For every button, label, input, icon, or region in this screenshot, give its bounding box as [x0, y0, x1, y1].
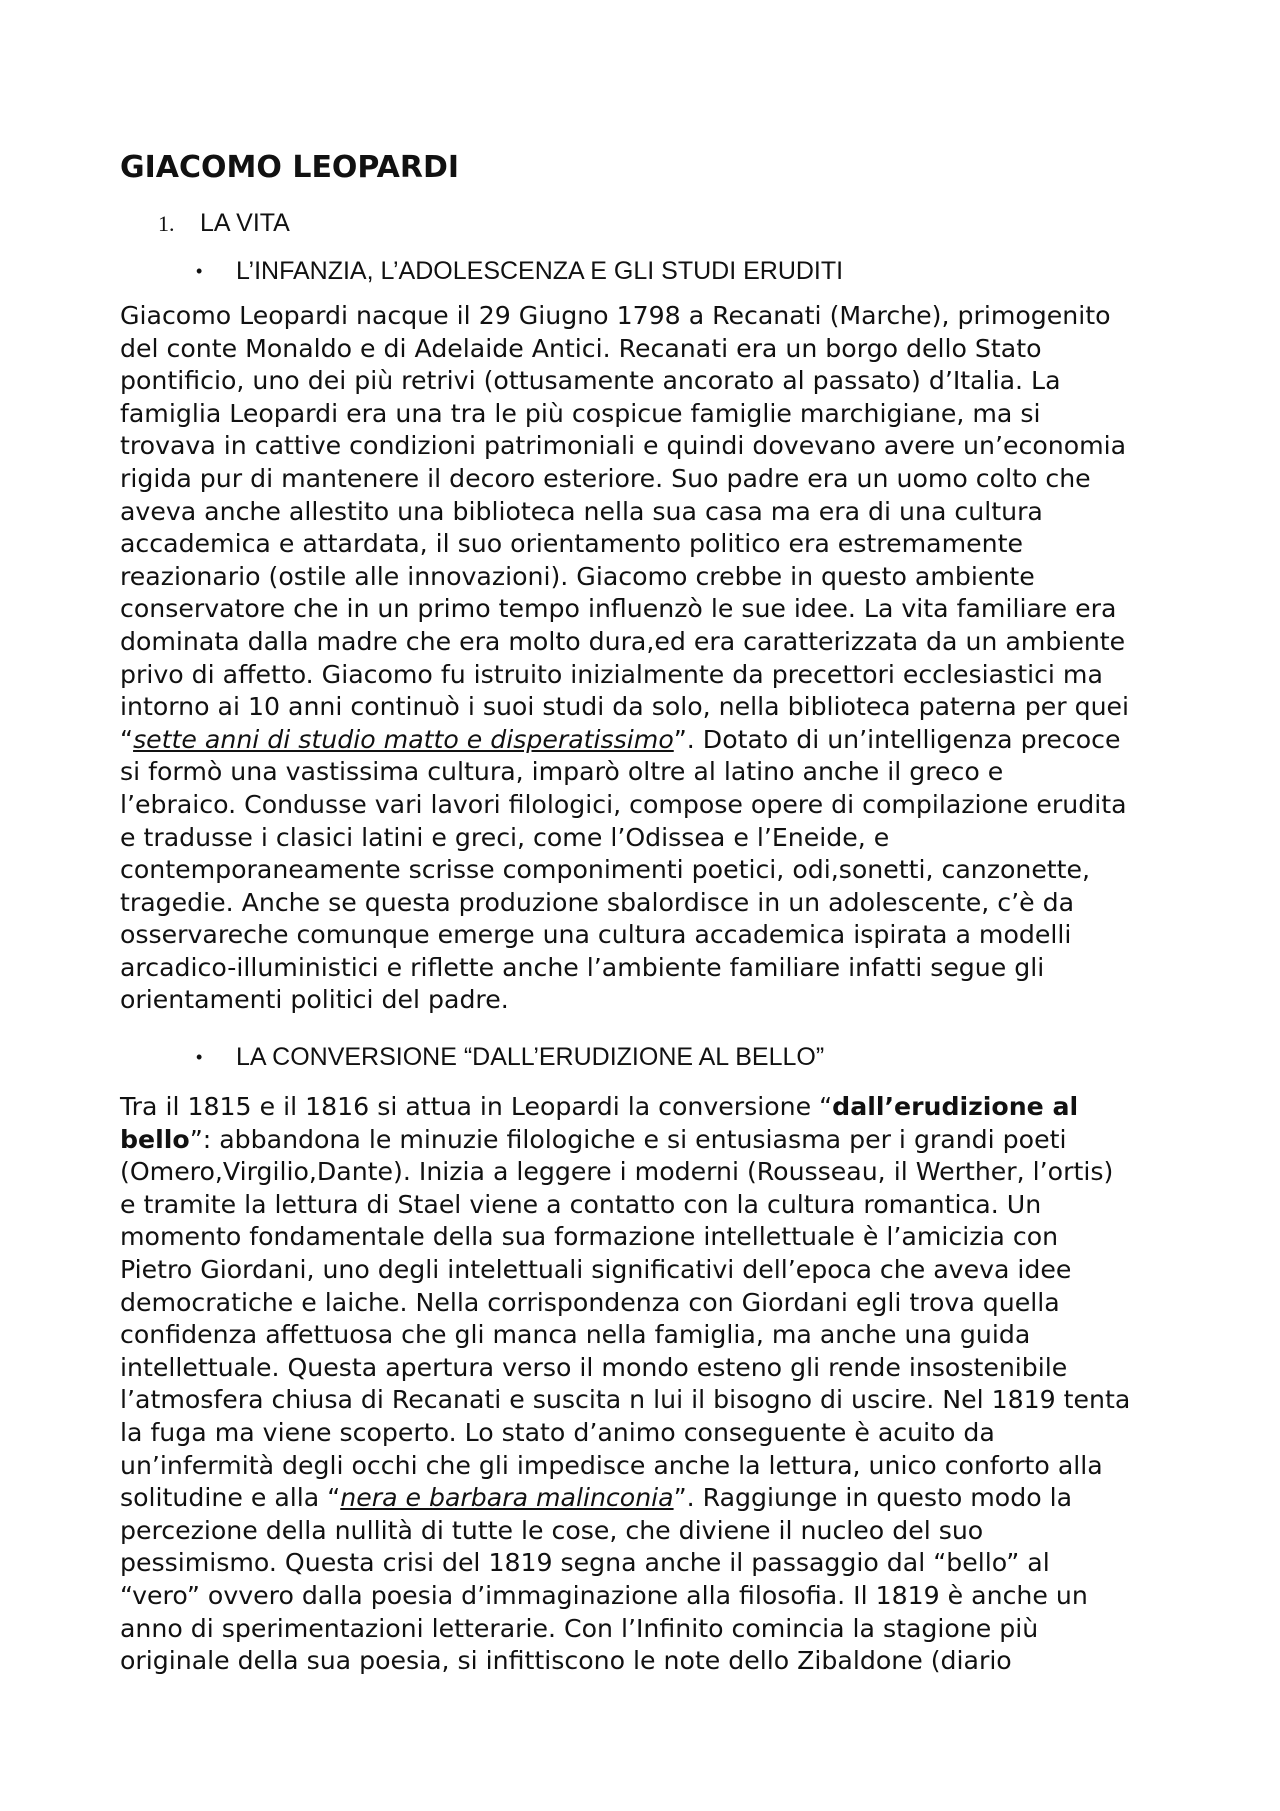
text-run: ”: abbandona le minuzie filologiche e si entusiasma per i grandi poeti — [189, 1124, 1067, 1154]
text-line: si formò una vastissima cultura, imparò oltre al latino anche il greco e — [120, 757, 1004, 787]
text-line: “vero” ovvero dalla poesia d’immaginazione alla filosofia. Il 1819 è anche un — [120, 1580, 1088, 1610]
text-line: accademica e attardata, il suo orientamento politico era estremamente — [120, 529, 1023, 559]
text-line: Giacomo Leopardi nacque il 29 Giugno 1798 a Recanati (Marche), primogenito — [120, 301, 1111, 330]
citation-quote: nera e barbara malinconia — [340, 1483, 674, 1513]
text-line: percezione della nullità di tutte le cose, che diviene il nucleo del suo — [120, 1515, 984, 1545]
text-line: arcadico-illuministici e riflette anche l’ambiente familiare infatti segue gli — [120, 952, 1045, 982]
text-line: trovava in cattive condizioni patrimoniali e quindi dovevano avere un’economia — [120, 431, 1127, 461]
bold-phrase: dall’erudizione al — [832, 1092, 1079, 1121]
text-line: conservatore che in un primo tempo influenzò le sue idee. La vita familiare era — [120, 594, 1117, 624]
subsection-label: L’INFANZIA, L’ADOLESCENZA E GLI STUDI ERUDITI — [236, 257, 844, 285]
paragraph-infanzia — [120, 300, 1180, 1017]
text-run: ”. Dotato di un’intelligenza precoce — [673, 724, 1121, 754]
document-title: GIACOMO LEOPARDI — [120, 150, 460, 185]
text-line — [120, 1482, 1180, 1515]
text-line: l’ebraico. Condusse vari lavori filologici, compose opere di compilazione erudita — [120, 789, 1127, 819]
text-line: intorno ai 10 anni continuò i suoi studi da solo, nella biblioteca paterna per quei — [120, 692, 1130, 722]
paragraph-conversione — [120, 1091, 1180, 1678]
section-heading-la-vita — [158, 206, 290, 241]
text-line: pessimismo. Questa crisi del 1819 segna anche il passaggio dal “bello” al — [120, 1548, 1050, 1578]
text-line: e tradusse i clasici latini e greci, come l’Odissea e l’Eneide, e — [120, 822, 890, 852]
text-line: intellettuale. Questa apertura verso il mondo esteno gli rende insostenibile — [120, 1352, 1068, 1382]
text-line — [120, 1124, 1180, 1157]
text-line: reazionario (ostile alle innovazioni). Giacomo crebbe in questo ambiente — [120, 561, 1035, 591]
text-line: del conte Monaldo e di Adelaide Antici. Recanati era un borgo dello Stato — [120, 333, 1042, 363]
text-line: originale della sua poesia, si infittiscono le note dello Zibaldone (diario — [120, 1646, 1012, 1676]
text-line: famiglia Leopardi era una tra le più cospicue famiglie marchigiane, ma si — [120, 398, 1041, 428]
quote-open: “ — [120, 724, 134, 754]
text-line: orientamenti politici del padre. — [120, 985, 509, 1015]
text-line: contemporaneamente scrisse componimenti poetici, odi,sonetti, canzonette, — [120, 855, 1091, 885]
text-line: aveva anche allestito una biblioteca nella sua casa ma era di una cultura — [120, 496, 1043, 526]
text-line: anno di sperimentazioni letterarie. Con l’Infinito comincia la stagione più — [120, 1613, 1039, 1643]
text-line: dominata dalla madre che era molto dura,ed era caratterizzata da un ambiente — [120, 626, 1126, 656]
subsection-heading-conversione — [196, 1040, 824, 1074]
subsection-heading-infanzia — [196, 254, 843, 288]
text-line: democratiche e laiche. Nella corrispondenza con Giordani egli trova quella — [120, 1287, 1060, 1317]
section-label: LA VITA — [200, 209, 290, 237]
text-run: Tra il 1815 e il 1816 si attua in Leopardi la conversione “ — [120, 1092, 833, 1121]
text-line: privo di affetto. Giacomo fu istruito inizialmente da precettori ecclesiastici ma — [120, 659, 1103, 689]
bullet-icon: • — [196, 1047, 203, 1067]
citation-quote: sette anni di studio matto e disperatissimo — [133, 724, 674, 754]
text-line: osservareche comunque emerge una cultura accademica ispirata a modelli — [120, 920, 1072, 950]
section-number: 1. — [158, 211, 175, 236]
text-line: confidenza affettuosa che gli manca nella famiglia, ma anche una guida — [120, 1320, 1031, 1350]
text-line: rigida pur di mantenere il decoro esteriore. Suo padre era un uomo colto che — [120, 463, 1091, 493]
subsection-label: LA CONVERSIONE “DALL’ERUDIZIONE AL BELLO” — [236, 1043, 825, 1071]
text-line: e tramite la lettura di Stael viene a contatto con la cultura romantica. Un — [120, 1189, 1042, 1219]
text-line: pontificio, uno dei più retrivi (ottusamente ancorato al passato) d’Italia. La — [120, 366, 1061, 396]
text-line: l’atmosfera chiusa di Recanati e suscita n lui il bisogno di uscire. Nel 1819 tenta — [120, 1385, 1131, 1415]
text-line: tragedie. Anche se questa produzione sbalordisce in un adolescente, c’è da — [120, 887, 1075, 917]
text-line: un’infermità degli occhi che gli impedisce anche la lettura, unico conforto alla — [120, 1450, 1103, 1480]
text-line: momento fondamentale della sua formazione intellettuale è l’amicizia con — [120, 1222, 1059, 1252]
text-line — [120, 724, 1180, 757]
text-line: (Omero,Virgilio,Dante). Inizia a leggere i moderni (Rousseau, il Werther, l’ortis) — [120, 1157, 1114, 1187]
text-line: Pietro Giordani, uno degli intelettuali significativi dell’epoca che aveva idee — [120, 1254, 1072, 1284]
text-line: la fuga ma viene scoperto. Lo stato d’animo conseguente è acuito da — [120, 1417, 995, 1447]
text-run: solitudine e alla “ — [120, 1483, 341, 1513]
bullet-icon: • — [196, 261, 203, 281]
text-run: ”. Raggiunge in questo modo la — [673, 1483, 1073, 1513]
text-line — [120, 1091, 1180, 1124]
bold-phrase: bello — [120, 1124, 190, 1154]
